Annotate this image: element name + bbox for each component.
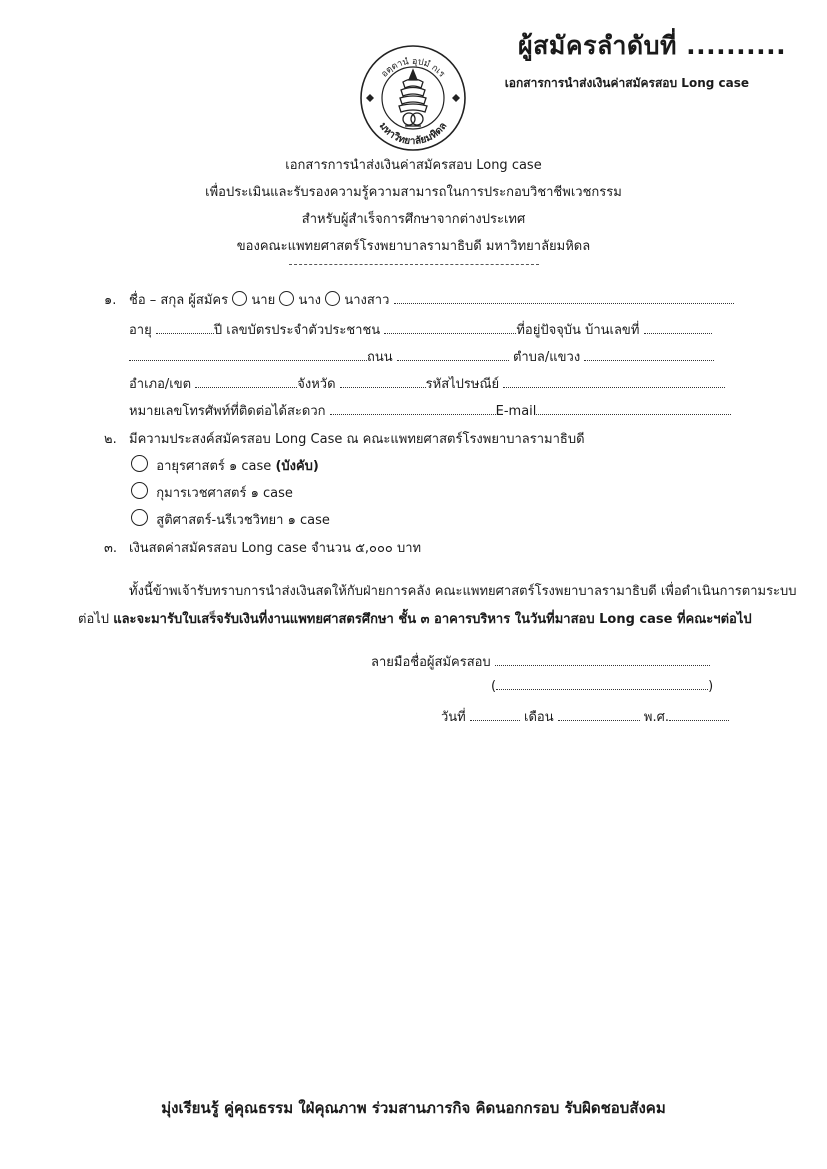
section1-number: ๑. bbox=[104, 293, 117, 308]
section1-row1 bbox=[129, 289, 734, 310]
option-row-obgyn bbox=[131, 509, 330, 530]
title-line-4: ของคณะแพทยศาสตร์โรงพยาบาลรามาธิบดี มหาวิทยาลัยมหิดล bbox=[236, 239, 591, 254]
statement-line-1: ทั้งนี้ข้าพเจ้ารับทราบการนำส่งเงินสดให้กับฝ่ายการคลัง คณะแพทยศาสตร์โรงพยาบาลรามาธิบดี เพื่อดำเนินการตามระบบ bbox=[129, 584, 797, 599]
radio-internal-medicine[interactable] bbox=[131, 455, 148, 472]
date-row bbox=[441, 706, 729, 727]
email-label: E-mail bbox=[495, 404, 537, 419]
province-field[interactable] bbox=[340, 376, 426, 388]
option-obgyn-label: สูติศาสตร์-นรีเวชวิทยา ๑ case bbox=[156, 513, 330, 528]
radio-miss[interactable] bbox=[325, 291, 340, 306]
id-field[interactable] bbox=[384, 322, 516, 334]
year-label: ปี bbox=[213, 323, 223, 338]
road-field[interactable] bbox=[397, 349, 509, 361]
district-field[interactable] bbox=[195, 376, 297, 388]
statement-prefix: ต่อไป bbox=[78, 612, 110, 627]
age-field[interactable] bbox=[156, 322, 214, 334]
district-label: อำเภอ/เขต bbox=[129, 377, 192, 392]
option-internal-medicine-label: อายุรศาสตร์ ๑ case bbox=[156, 459, 272, 474]
section1-row3 bbox=[129, 346, 714, 367]
day-field[interactable] bbox=[470, 709, 520, 721]
address-field[interactable] bbox=[129, 349, 367, 361]
option-required-note: (บังคับ) bbox=[275, 459, 319, 474]
id-label: เลขบัตรประจำตัวประชาชน bbox=[226, 323, 381, 338]
applicant-number: ผู้สมัครลำดับที่ .......... bbox=[518, 31, 787, 60]
section2-label: มีความประสงค์สมัครสอบ Long Case ณ คณะแพทยศาสตร์โรงพยาบาลรามาธิบดี bbox=[129, 432, 585, 447]
radio-mrs[interactable] bbox=[279, 291, 294, 306]
house-number-field[interactable] bbox=[644, 322, 712, 334]
signature-label: ลายมือชื่อผู้สมัครสอบ bbox=[371, 655, 491, 670]
title-line-3: สำหรับผู้สำเร็จการศึกษาจากต่างประเทศ bbox=[301, 212, 526, 227]
printed-name-field[interactable] bbox=[496, 678, 708, 690]
title-line-1: เอกสารการนำส่งเงินค่าสมัครสอบ Long case bbox=[285, 158, 542, 173]
title-mr-label: นาย bbox=[251, 293, 276, 308]
option-pediatrics-label: กุมารเวชศาสตร์ ๑ case bbox=[156, 486, 293, 501]
radio-mr[interactable] bbox=[232, 291, 247, 306]
statement-line-2 bbox=[78, 608, 752, 629]
footer-motto: มุ่งเรียนรู้ คู่คุณธรรม ใฝ่คุณภาพ ร่วมสานภารกิจ คิดนอกกรอบ รับผิดชอบสังคม bbox=[161, 1099, 666, 1117]
province-label: จังหวัด bbox=[297, 377, 336, 392]
name-field[interactable] bbox=[394, 292, 734, 304]
age-label: อายุ bbox=[129, 323, 152, 338]
phone-label: หมายเลขโทรศัพท์ที่ติดต่อได้สะดวก bbox=[129, 404, 326, 419]
month-label: เดือน bbox=[524, 710, 554, 725]
seal-ring-bottom: มหาวิทยาลัยมหิดล bbox=[376, 120, 450, 148]
open-paren: ( bbox=[491, 679, 497, 694]
subdistrict-label: ตำบล/แขวง bbox=[512, 350, 581, 365]
title-divider bbox=[289, 264, 539, 265]
postal-field[interactable] bbox=[503, 376, 725, 388]
option-row-pediatrics bbox=[131, 482, 293, 503]
document-label: เอกสารการนำส่งเงินค่าสมัครสอบ Long case bbox=[504, 76, 749, 90]
seal-ring-top: อตฺตานํ อุปมํ กเร bbox=[379, 56, 447, 80]
signature-field[interactable] bbox=[495, 654, 710, 666]
section2-number: ๒. bbox=[104, 432, 117, 447]
postal-label: รหัสไปรษณีย์ bbox=[425, 377, 500, 392]
title-mrs-label: นาง bbox=[298, 293, 322, 308]
title-line-2: เพื่อประเมินและรับรองความรู้ความสามารถในการประกอบวิชาชีพเวชกรรม bbox=[205, 185, 622, 200]
university-seal bbox=[359, 44, 467, 152]
section3-number: ๓. bbox=[104, 541, 118, 556]
year-label: พ.ศ. bbox=[643, 710, 670, 725]
radio-obgyn[interactable] bbox=[131, 509, 148, 526]
section1-row2 bbox=[129, 319, 712, 340]
day-label: วันที่ bbox=[441, 710, 466, 725]
statement-bold-text: และจะมารับใบเสร็จรับเงินที่งานแพทยศาสตรศึกษา ชั้น ๓ อาคารบริหาร ในวันที่มาสอบ Long case ที่คณะฯต่อไป bbox=[113, 612, 752, 627]
email-field[interactable] bbox=[536, 403, 731, 415]
section3-label: เงินสดค่าสมัครสอบ Long case จำนวน ๕,๐๐๐ บาท bbox=[129, 541, 422, 556]
title-miss-label: นางสาว bbox=[344, 293, 390, 308]
printed-name-row bbox=[491, 678, 713, 694]
phone-field[interactable] bbox=[330, 403, 496, 415]
close-paren: ) bbox=[708, 679, 714, 694]
signature-row bbox=[371, 651, 710, 672]
month-field[interactable] bbox=[558, 709, 640, 721]
year-field[interactable] bbox=[669, 709, 729, 721]
subdistrict-field[interactable] bbox=[584, 349, 714, 361]
option-row-internal-medicine bbox=[131, 455, 319, 476]
section1-row5 bbox=[129, 400, 731, 421]
address-label: ที่อยู่ปัจจุบัน บ้านเลขที่ bbox=[516, 323, 640, 338]
radio-pediatrics[interactable] bbox=[131, 482, 148, 499]
name-label: ชื่อ – สกุล ผู้สมัคร bbox=[129, 293, 229, 308]
section1-row4 bbox=[129, 373, 725, 394]
road-label: ถนน bbox=[367, 350, 393, 365]
